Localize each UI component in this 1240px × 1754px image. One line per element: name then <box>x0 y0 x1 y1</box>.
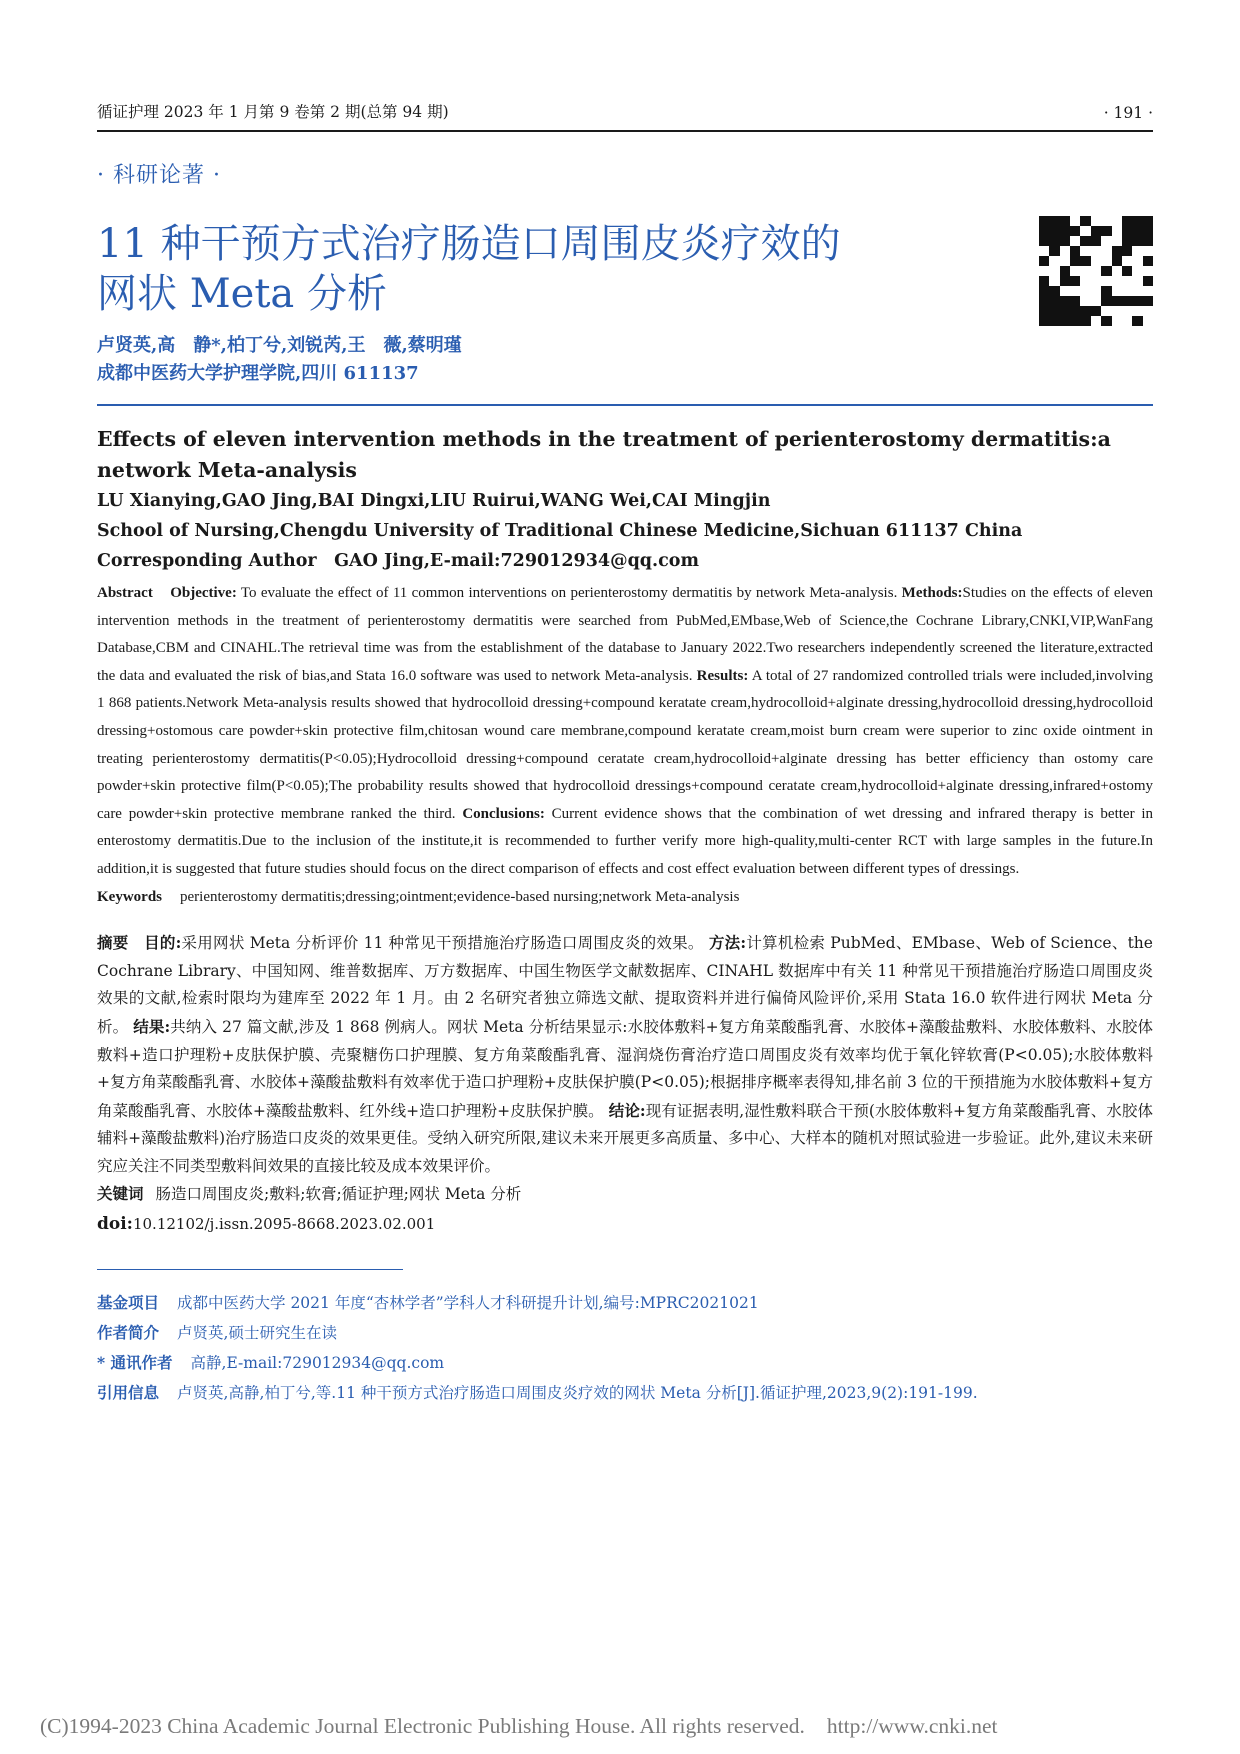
citation-footnote <box>97 1378 1153 1408</box>
cn-conclusions-text: 现有证据表明,湿性敷料联合干预(水胶体敷料+复方角菜酸酯乳膏、水胶体辅料+藻酸盐敷料)治疗肠造口皮炎的效果更佳。受纳入研究所限,建议未来开展更多高质量、多中心、大样本的随机对照试验进一步验证。此外,建议未来研究应关注不同类型敷料间效果的直接比较及成本效果评价。 <box>97 1101 1153 1175</box>
copyright-text: (C)1994-2023 China Academic Journal Electronic Publishing House. All rights reserved. <box>40 1714 805 1738</box>
author-bio-text: 卢贤英,硕士研究生在读 <box>177 1324 337 1343</box>
chinese-keywords <box>97 1180 1153 1209</box>
chinese-authors: 卢贤英,高 静*,柏丁兮,刘锐芮,王 薇,蔡明瑾 <box>97 335 462 356</box>
cn-objective-text: 采用网状 Meta 分析评价 11 种常见干预措施治疗肠造口周围皮炎的效果。 <box>181 934 704 953</box>
article-page <box>97 100 1153 1408</box>
page-number: · 191 · <box>1103 104 1153 122</box>
methods-text: Studies on the effects of eleven intervention methods in the treatment of perienterostomy dermatitis were searched from PubMed,EMbase,Web of Science,the Cochrane Library,CNKI,VIP,WanFang Database,CBM and CINAHL.The retrieval time was from the establishment of the database to January 2022.Two researchers independently screened the literature,extracted the data and evaluated the risk of bias,and Stata 16.0 software was used to network Meta-analysis. <box>97 585 1154 684</box>
corresponding-footnote <box>97 1348 1153 1378</box>
copyright-watermark <box>40 1714 1200 1739</box>
keywords-text: perienterostomy dermatitis;dressing;ointment;evidence-based nursing;network Meta-analysis <box>180 888 740 905</box>
keywords-label: Keywords <box>97 888 162 905</box>
methods-label: Methods: <box>901 585 963 601</box>
cnki-url[interactable]: http://www.cnki.net <box>826 1714 998 1738</box>
english-keywords <box>97 884 1153 912</box>
title-divider <box>97 404 1153 406</box>
conclusions-text: Current evidence shows that the combination of wet dressing and infrared therapy is better in enterostomy dermatitis.Due to the inclusion of the institute,it is recommended to further verify more high-quality,multi-center RCT with large samples in the future.In addition,it is suggested that future studies should focus on the direct comparison of effects and cost effect evaluation between different types of dressings. <box>97 805 1154 877</box>
english-title: Effects of eleven intervention methods in the treatment of perienterostomy dermatitis:a network Meta-analysis <box>97 427 1111 482</box>
chinese-title-line-1: 11 种干预方式治疗肠造口周围皮炎疗效的 <box>97 221 841 267</box>
fund-footnote <box>97 1288 1153 1318</box>
doi-line <box>97 1209 1153 1239</box>
qr-code-icon[interactable] <box>1039 216 1153 326</box>
english-affiliation: School of Nursing,Chengdu University of Traditional Chinese Medicine,Sichuan 611137 China <box>97 521 1023 541</box>
chinese-title-line-2: 网状 Meta 分析 <box>97 271 387 317</box>
cite-label: 引用信息 <box>97 1383 160 1403</box>
cn-results-label: 结果: <box>133 1016 171 1036</box>
corr-label: * 通讯作者 <box>97 1353 173 1373</box>
fund-text: 成都中医药大学 2021 年度“杏林学者”学科人才科研提升计划,编号:MPRC2021021 <box>177 1294 759 1313</box>
english-abstract <box>97 580 1153 884</box>
cn-objective-label: 目的: <box>144 933 182 953</box>
abstract-label: Abstract <box>97 585 153 601</box>
title-block <box>97 219 1153 326</box>
cn-methods-label: 方法: <box>708 933 747 953</box>
cn-keywords-text: 肠造口周围皮炎;敷料;软膏;循证护理;网状 Meta 分析 <box>155 1185 522 1204</box>
objective-text: To evaluate the effect of 11 common interventions on perienterostomy dermatitis by network Meta-analysis. <box>240 585 898 601</box>
corr-text: 高静,E-mail:729012934@qq.com <box>190 1354 445 1373</box>
corresponding-author: Corresponding Author GAO Jing,E-mail:729012934@qq.com <box>97 551 699 571</box>
results-text: A total of 27 randomized controlled trials were included,involving 1 868 patients.Network Meta-analysis results showed that hydrocolloid dressing+compound keratate cream,hydrocolloid+alginate dressing,hydrocolloid dressing,hydrocolloid dressing+ostomous care powder+skin protective film,chitosan wound care membrane,compound keratate cream,moist burn cream were superior to zinc oxide ointment in treating perienterostomy dermatitis(P<0.05);Hydrocolloid dressing+compound ceratate cream,hydrocolloid+alginate dressing has better efficiency than ostomy care powder+skin protective film(P<0.05);The probability results showed that hydrocolloid dressings+compound ceratate cream,hydrocolloid+alginate dressing,infrared+ostomy care powder+skin protective membrane ranked the third. <box>97 667 1153 822</box>
cn-keywords-label: 关键词 <box>97 1184 144 1204</box>
cn-abstract-label: 摘要 <box>97 933 129 953</box>
footnote-divider <box>97 1269 403 1270</box>
chinese-abstract <box>97 929 1153 1180</box>
doi-label: doi: <box>97 1214 133 1235</box>
doi-value[interactable]: 10.12102/j.issn.2095-8668.2023.02.001 <box>132 1215 436 1234</box>
cn-conclusions-label: 结论: <box>608 1100 646 1120</box>
section-label: · 科研论著 · <box>97 163 221 188</box>
running-header <box>97 100 1153 132</box>
author-bio-label: 作者简介 <box>97 1323 160 1343</box>
cn-methods-text: 计算机检索 PubMed、EMbase、Web of Science、the Cochrane Library、中国知网、维普数据库、万方数据库、中国生物医学文献数据库、CINAHL 数据库中有关 11 种常见干预措施治疗肠造口周围皮炎效果的文献,检索时限均为建库至 2022 年 1 月。由 2 名研究者独立筛选文献、提取资料并进行偏倚风险评价,采用 Stata 16.0 软件进行网状 Meta 分析。 <box>97 934 1153 1036</box>
fund-label: 基金项目 <box>97 1293 160 1313</box>
cite-text: 卢贤英,高静,柏丁兮,等.11 种干预方式治疗肠造口周围皮炎疗效的网状 Meta 分析[J].循证护理,2023,9(2):191-199. <box>177 1384 978 1403</box>
journal-issue: 循证护理 2023 年 1 月第 9 卷第 2 期(总第 94 期) <box>97 103 449 121</box>
conclusions-label: Conclusions: <box>462 805 545 822</box>
english-authors: LU Xianying,GAO Jing,BAI Dingxi,LIU Ruirui,WANG Wei,CAI Mingjin <box>97 491 771 511</box>
chinese-affiliation: 成都中医药大学护理学院,四川 611137 <box>97 363 419 384</box>
chinese-title <box>97 219 1017 326</box>
results-label: Results: <box>696 667 749 684</box>
author-footnote <box>97 1318 1153 1348</box>
cn-results-text: 共纳入 27 篇文献,涉及 1 868 例病人。网状 Meta 分析结果显示:水胶体敷料+复方角菜酸酯乳膏、水胶体+藻酸盐敷料、水胶体敷料、水胶体敷料+造口护理粉+皮肤保护膜、壳聚糖伤口护理膜、复方角菜酸酯乳膏、湿润烧伤膏治疗造口周围皮炎有效率均优于氧化锌软膏(P<0.05);水胶体敷料+复方角菜酸酯乳膏、水胶体+藻酸盐敷料有效率优于造口护理粉+皮肤保护膜(P<0.05);根据排序概率表得知,排名前 3 位的干预措施为水胶体敷料+复方角菜酸酯乳膏、水胶体+藻酸盐敷料、红外线+造口护理粉+皮肤保护膜。 <box>97 1017 1153 1120</box>
objective-label: Objective: <box>170 585 237 601</box>
